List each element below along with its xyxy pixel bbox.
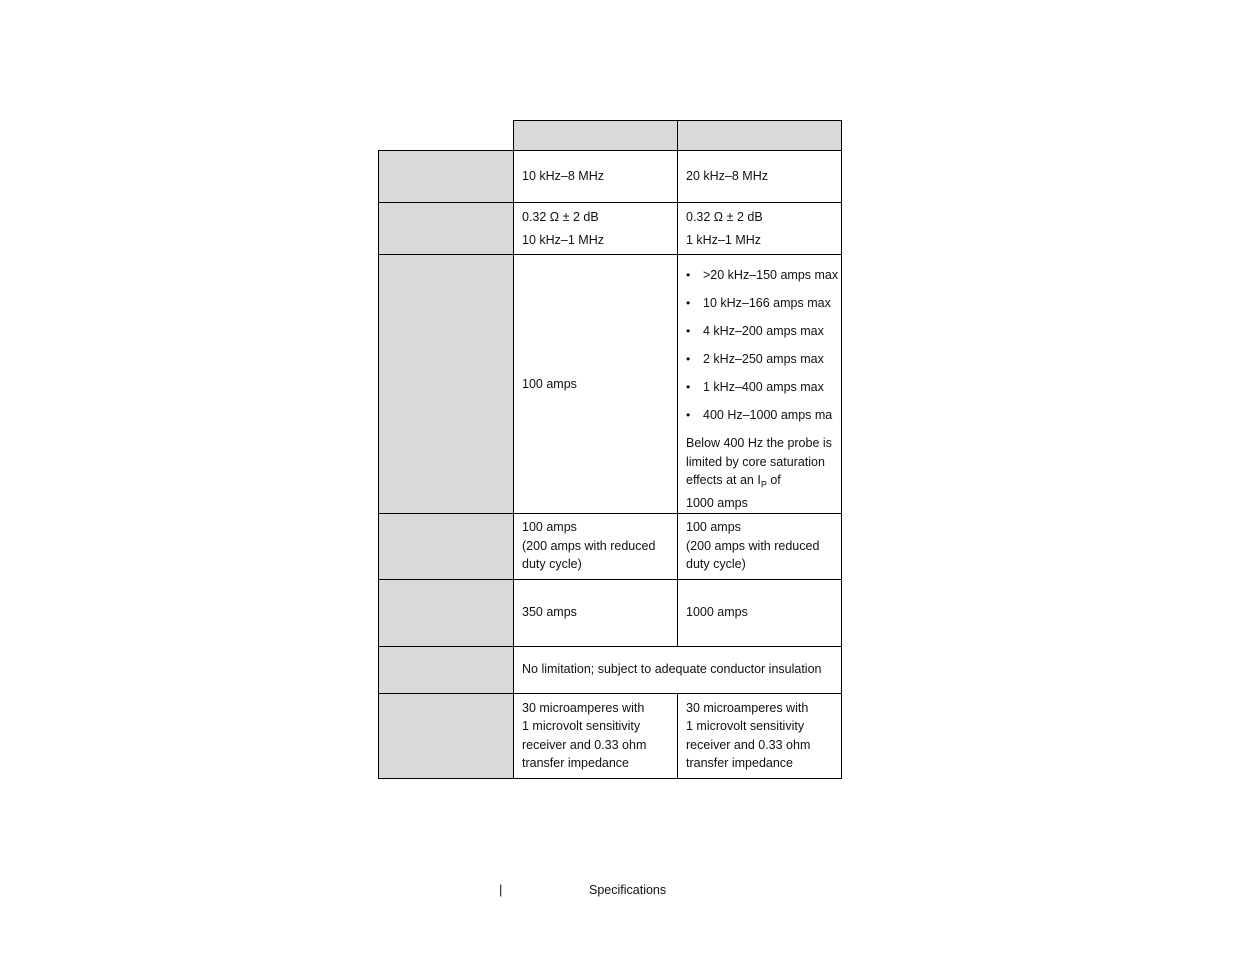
- row-header-cell: [379, 203, 514, 255]
- row-header-cell: [379, 579, 514, 646]
- current-max-bullet-list: [686, 266, 841, 434]
- impedance-col2: [678, 203, 842, 255]
- list-item: • >20 kHz–150 amps max: [686, 266, 841, 294]
- list-item: • 400 Hz–1000 amps ma: [686, 406, 841, 434]
- table-row-impedance: [379, 203, 842, 255]
- voltage-merged-cell: No limitation; subject to adequate conductor insulation: [514, 646, 842, 693]
- continuous-col2: 100 amps (200 amps with reduced duty cycle): [678, 513, 842, 579]
- table-row-frequency: [379, 151, 842, 203]
- list-item: • 4 kHz–200 amps max: [686, 322, 841, 350]
- footer-separator: |: [499, 882, 503, 897]
- current-max-col2: [678, 255, 842, 514]
- impedance-range: 10 kHz–1 MHz: [522, 232, 604, 247]
- row-header-cell: [379, 513, 514, 579]
- table-row-sensitivity: [379, 693, 842, 778]
- header-cell-model-1: [514, 121, 678, 151]
- list-item: • 2 kHz–250 amps max: [686, 350, 841, 378]
- current-max-col1: 100 amps: [514, 255, 678, 514]
- footer-section-label: Specifications: [589, 883, 667, 897]
- frequency-col1: 10 kHz–8 MHz: [514, 151, 678, 203]
- impedance-value: 0.32 Ω ± 2 dB: [686, 210, 763, 224]
- row-header-cell: [379, 693, 514, 778]
- saturation-note: Below 400 Hz the probe is limited by core saturation effects at an $I_P$ of 1000 amps: [686, 436, 832, 510]
- header-corner-cell: [379, 121, 514, 151]
- table-row-current-max: [379, 255, 842, 514]
- row-header-cell: [379, 255, 514, 514]
- frequency-col2: 20 kHz–8 MHz: [678, 151, 842, 203]
- peak-col2: 1000 amps: [678, 579, 842, 646]
- header-cell-model-2: [678, 121, 842, 151]
- impedance-value: 0.32 Ω ± 2 dB: [522, 210, 599, 224]
- list-item: • 10 kHz–166 amps max: [686, 294, 841, 322]
- table-row-peak: [379, 579, 842, 646]
- row-header-cell: [379, 151, 514, 203]
- impedance-range: 1 kHz–1 MHz: [686, 232, 762, 247]
- sensitivity-col2: 30 microamperes with 1 microvolt sensitivity receiver and 0.33 ohm transfer impedance: [678, 693, 842, 778]
- sensitivity-col1: 30 microamperes with 1 microvolt sensitivity receiver and 0.33 ohm transfer impedance: [514, 693, 678, 778]
- continuous-col1: 100 amps (200 amps with reduced duty cycle): [514, 513, 678, 579]
- impedance-col1: [514, 203, 678, 255]
- list-item: • 1 kHz–400 amps max: [686, 378, 841, 406]
- specifications-table: [378, 120, 842, 779]
- row-header-cell: [379, 646, 514, 693]
- table-row-continuous: [379, 513, 842, 579]
- table-row-voltage: [379, 646, 842, 693]
- peak-col1: 350 amps: [514, 579, 678, 646]
- header-row: [379, 121, 842, 151]
